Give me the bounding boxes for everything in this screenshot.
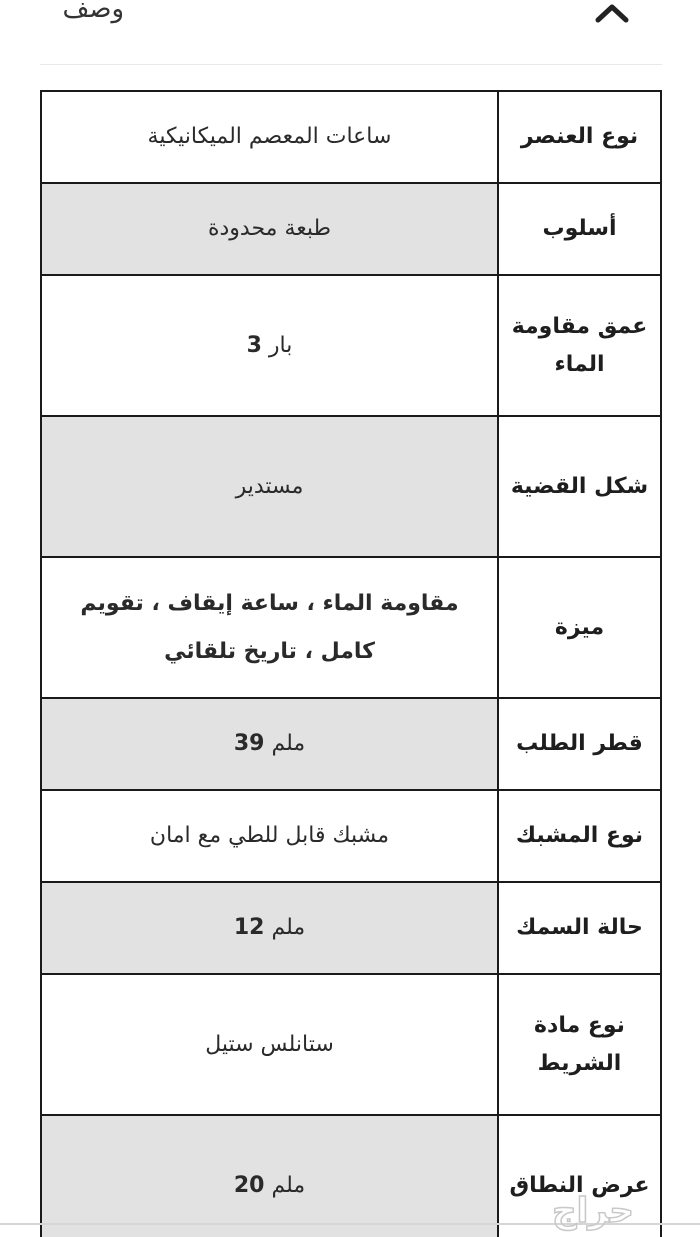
spec-value (41, 698, 498, 790)
spec-value: مشبك قابل للطي مع امان (41, 790, 498, 882)
spec-value: طبعة محدودة (41, 183, 498, 275)
spec-label: عمق مقاومة الماء (498, 275, 661, 416)
spec-value: ساعات المعصم الميكانيكية (41, 91, 498, 183)
spec-label: حالة السمك (498, 882, 661, 974)
table-row (41, 790, 661, 882)
table-row (41, 698, 661, 790)
spec-label: نوع العنصر (498, 91, 661, 183)
spec-value-unit: ملم (271, 731, 306, 756)
spec-value: مقاومة الماء ، ساعة إيقاف ، تقويم كامل ، تاريخ تلقائي (41, 557, 498, 698)
description-section-header[interactable] (40, 0, 662, 65)
table-row (41, 1115, 661, 1237)
spec-label: قطر الطلب (498, 698, 661, 790)
spec-label: نوع المشبك (498, 790, 661, 882)
table-row (41, 557, 661, 698)
spec-value-number: 12 (233, 915, 265, 940)
spec-label: ميزة (498, 557, 661, 698)
spec-label: أسلوب (498, 183, 661, 275)
spec-value (41, 882, 498, 974)
table-row (41, 416, 661, 557)
spec-label: نوع مادة الشريط (498, 974, 661, 1115)
chevron-up-icon[interactable] (594, 2, 630, 24)
table-row (41, 183, 661, 275)
spec-value-unit: ملم (271, 915, 306, 940)
spec-value-number: 3 (246, 332, 262, 358)
spec-value: مستدير (41, 416, 498, 557)
watermark-text: حراج (552, 1191, 634, 1231)
spec-value (41, 1115, 498, 1237)
bottom-divider (0, 1223, 700, 1225)
spec-value-unit: بار (268, 332, 293, 358)
spec-value (41, 275, 498, 416)
table-row (41, 974, 661, 1115)
spec-value: ستانلس ستيل (41, 974, 498, 1115)
section-title: وصف (62, 0, 124, 24)
spec-value-number: 20 (233, 1172, 265, 1198)
spec-value-number: 39 (233, 731, 265, 756)
table-row (41, 882, 661, 974)
specifications-table (40, 90, 662, 1237)
table-row (41, 91, 661, 183)
spec-value-unit: ملم (271, 1172, 306, 1198)
table-row (41, 275, 661, 416)
spec-label: شكل القضية (498, 416, 661, 557)
spec-label: عرض النطاق (498, 1115, 661, 1237)
